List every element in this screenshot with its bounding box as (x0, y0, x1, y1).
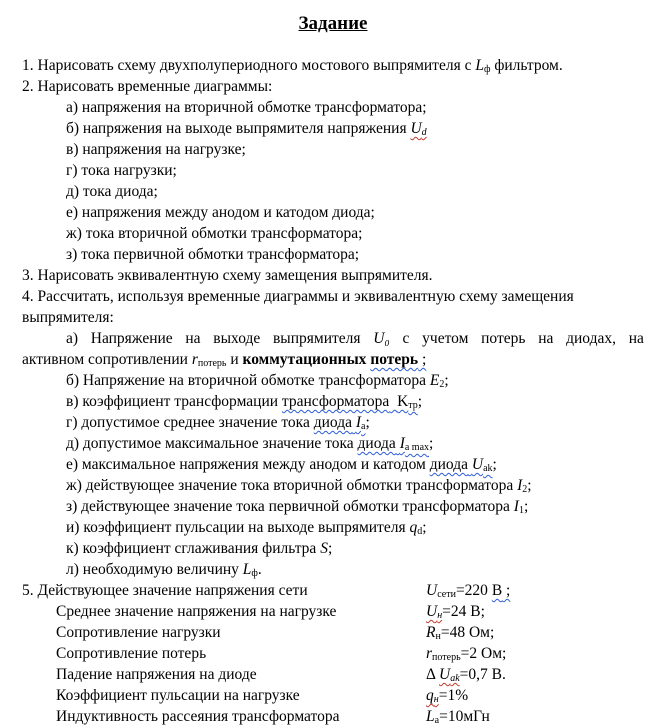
item-4e: е) максимальное напряжения между анодом и катодом диода $U_{ak}$; (66, 456, 497, 474)
item-4a-word: потерь (481, 330, 526, 347)
param-label: Падение напряжения на диоде (56, 666, 257, 683)
item-1: 1. Нарисовать схему двухполупериодного мостового выпрямителя с $L_ф$ фильтром. (22, 57, 563, 75)
item-4a-word: на (185, 330, 201, 347)
item-4a-word: а) (66, 330, 79, 347)
param-value: $U_н=24$ В; (426, 603, 485, 621)
param-label: Индуктивность рассеяния трансформатора (56, 708, 340, 725)
item-4a-word: с (402, 330, 410, 347)
param-label: Сопротивление потерь (56, 645, 207, 662)
item-4a-word: Напряжение (90, 330, 173, 347)
item-4i: и) коэффициент пульсации на выходе выпрямителя $q_d$; (66, 519, 427, 537)
item-4b: б) Напряжение на вторичной обмотке трансформатора $E_2$; (66, 372, 449, 390)
item-4v: в) коэффициент трансформации трансформатора $K_{тр}$; (66, 393, 423, 411)
item-2zh: ж) тока вторичной обмотки трансформатора; (66, 225, 363, 242)
param-value: $U_{сети}=220$ В ; (426, 582, 511, 600)
item-4a-word: на (628, 330, 644, 347)
item-4a-word: выпрямителя (272, 330, 361, 347)
param-value: $L_a=10мГн$ (426, 708, 490, 726)
item-4a-word: на (538, 330, 554, 347)
item-2v: в) напряжения на нагрузке; (66, 141, 246, 158)
item-4-heading-line1: 4. Рассчитать, используя временные диаграммы и эквивалентную схему замещения (22, 288, 574, 305)
item-2-heading: 2. Нарисовать временные диаграммы: (22, 78, 273, 95)
item-4-heading-line2: выпрямителя: (22, 309, 114, 326)
item-4l: л) необходимую величину $L_ф$. (66, 561, 262, 579)
item-4a-word: выходе (213, 330, 261, 347)
item-4a-word: U₀ (373, 330, 390, 347)
param-label: Среднее значение напряжения на нагрузке (56, 603, 337, 620)
item-2z: з) тока первичной обмотки трансформатора; (66, 246, 360, 263)
item-4g: г) допустимое среднее значение тока диода $I_a$; (66, 414, 370, 432)
item-4d: д) допустимое максимальное значение тока диода $I_{a max}$; (66, 435, 434, 453)
param-value: Δ $U_{ak}=0,7$ В. (426, 666, 506, 684)
item-2g: г) тока нагрузки; (66, 162, 177, 179)
item-2d: д) тока диода; (66, 183, 158, 200)
item-4a-line2: активном сопротивлении $r_{потерь}$ и коммутационных потерь ; (22, 351, 427, 369)
param-label: Сопротивление нагрузки (56, 624, 221, 641)
item-3: 3. Нарисовать эквивалентную схему замещения выпрямителя. (22, 267, 433, 284)
item-4a-line1 (66, 328, 644, 349)
item-4a-word: учетом (422, 330, 469, 347)
param-value: $q_н=1\%$ (426, 687, 469, 705)
item-2a: а) напряжения на вторичной обмотке трансформатора; (66, 99, 427, 116)
param-label: 5. Действующее значение напряжения сети (22, 582, 308, 599)
param-value: $r_{потерь}=2$ Ом; (426, 645, 507, 663)
item-4k: к) коэффициент сглаживания фильтра S; (66, 540, 333, 557)
param-label: Коэффициент пульсации на нагрузке (56, 687, 300, 704)
item-4zh: ж) действующее значение тока вторичной обмотки трансформатора $I_2$; (66, 477, 532, 495)
item-4z: з) действующее значение тока первичной обмотки трансформатора $I_1$; (66, 498, 529, 516)
item-2e: е) напряжения между анодом и катодом диода; (66, 204, 375, 221)
page-title: Задание (298, 13, 368, 34)
item-2b: б) напряжения на выходе выпрямителя напряжения $U_d$ (66, 120, 427, 138)
param-value: $R_н=48$ Ом; (426, 624, 495, 642)
item-4a-word: диодах, (566, 330, 616, 347)
